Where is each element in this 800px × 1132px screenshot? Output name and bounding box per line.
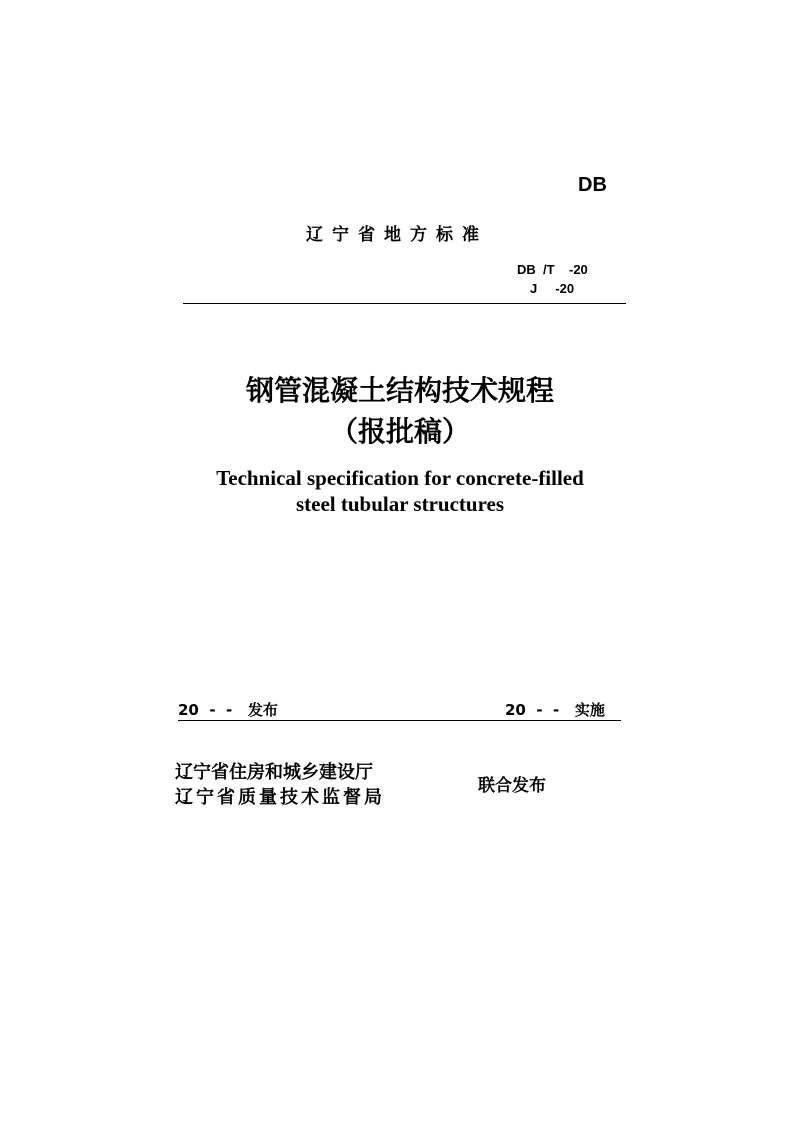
title-chinese: 钢管混凝土结构技术规程: [245, 374, 554, 407]
date-divider: [178, 720, 621, 721]
title-english-line2: steel tubular structures: [295, 492, 505, 516]
title-status-note: （报批稿）: [329, 415, 470, 448]
issuer-2: 辽宁省质量技术监督局: [175, 787, 385, 808]
publish-date: 20 - - 发布: [178, 701, 278, 719]
standard-code-db: DB /T -20: [517, 262, 588, 277]
title-english-line1: Technical specification for concrete-filled: [216, 466, 584, 490]
db-mark: DB: [578, 174, 607, 196]
issuer-1: 辽宁省住房和城乡建设厅: [175, 762, 373, 783]
implement-date: 20 - - 实施: [505, 701, 605, 719]
joint-publish-label: 联合发布: [478, 776, 546, 796]
standard-type: 辽宁省地方标准: [306, 225, 488, 245]
top-divider: [183, 303, 626, 304]
standard-code-j: J -20: [530, 281, 575, 296]
